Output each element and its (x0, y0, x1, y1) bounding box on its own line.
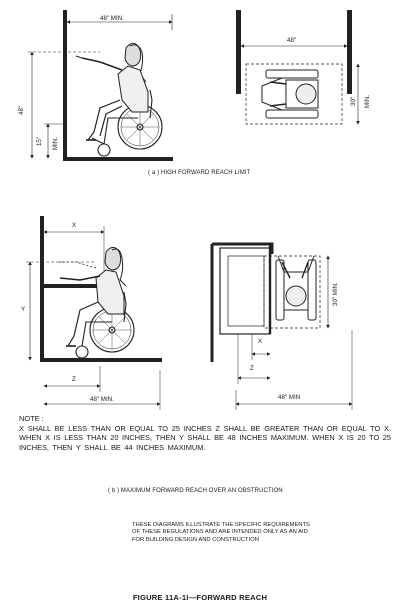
caster (98, 144, 110, 156)
b-x-label: X (72, 222, 77, 229)
counter (44, 284, 100, 288)
wall-b (40, 216, 44, 362)
floor (63, 157, 173, 161)
counter-plan (220, 248, 270, 334)
figure-title: FIGURE 11A-1I—FORWARD REACH (132, 593, 268, 602)
a-low-label: 15" (36, 136, 43, 146)
caption-b: ( b ) MAXIMUM FORWARD REACH OVER AN OBSTRUCTION (108, 488, 283, 494)
floor-b (40, 358, 162, 362)
b-width-label: 48" MIN. (90, 396, 114, 403)
diagram-b-plan-view (212, 244, 352, 410)
caption-a: ( a ) HIGH FORWARD REACH LIMIT (148, 170, 251, 176)
b-y-label: Y (21, 306, 26, 313)
a-plan-width-label: 48" (287, 37, 297, 44)
b-z-label: Z (72, 376, 76, 383)
wall (63, 10, 67, 160)
disclaimer (132, 522, 310, 544)
b-plan-x-label: X (258, 338, 263, 345)
diagram-a-side-view (28, 10, 173, 161)
a-low-min-label: MIN. (52, 136, 59, 150)
disclaimer-line-3: FOR BUILDING DESIGN AND CONSTRUCTION (132, 536, 259, 543)
a-height-label: 48" (18, 105, 25, 115)
wall-plan-left (236, 10, 241, 94)
a-plan-depth-min-label: MIN. (364, 94, 371, 108)
a-width-label: 48" MIN. (100, 15, 124, 22)
clear-floor-space (246, 64, 342, 124)
disclaimer-line-1: THESE DIAGRAMS ILLUSTRATE THE SPECIFIC REQUIREMENTS (132, 522, 310, 528)
b-plan-z-label: Z (250, 365, 254, 372)
note-body: X SHALL BE LESS THAN OR EQUAL TO 25 INCHES Z SHALL BE GREATER THAN OR EQUAL TO X. WHEN X IS LESS THAN 20 INCHES, THEN Y SHALL BE 48 INCHES MAXIMUM. WHEN X IS 20 TO 25 INCHES, THEN Y SHALL BE 44 INCHES MAXIMUM. (19, 424, 391, 452)
b-plan-depth-label: 30" MIN. (332, 282, 339, 306)
disclaimer-line-2: OF THESE REGULATIONS AND ARE INTENDED ONLY AS AN AID (132, 529, 308, 536)
b-plan-width-label: 48" MIN (278, 394, 301, 401)
note-title: NOTE : (19, 414, 44, 423)
diagram-a-plan-view (236, 10, 358, 124)
wheelchair-plan-b (276, 256, 316, 320)
diagram-b-side-view (26, 216, 162, 410)
a-plan-depth-label: 30" (350, 96, 357, 106)
wall-plan-right (347, 10, 352, 94)
wheelchair-plan-a (262, 70, 318, 118)
